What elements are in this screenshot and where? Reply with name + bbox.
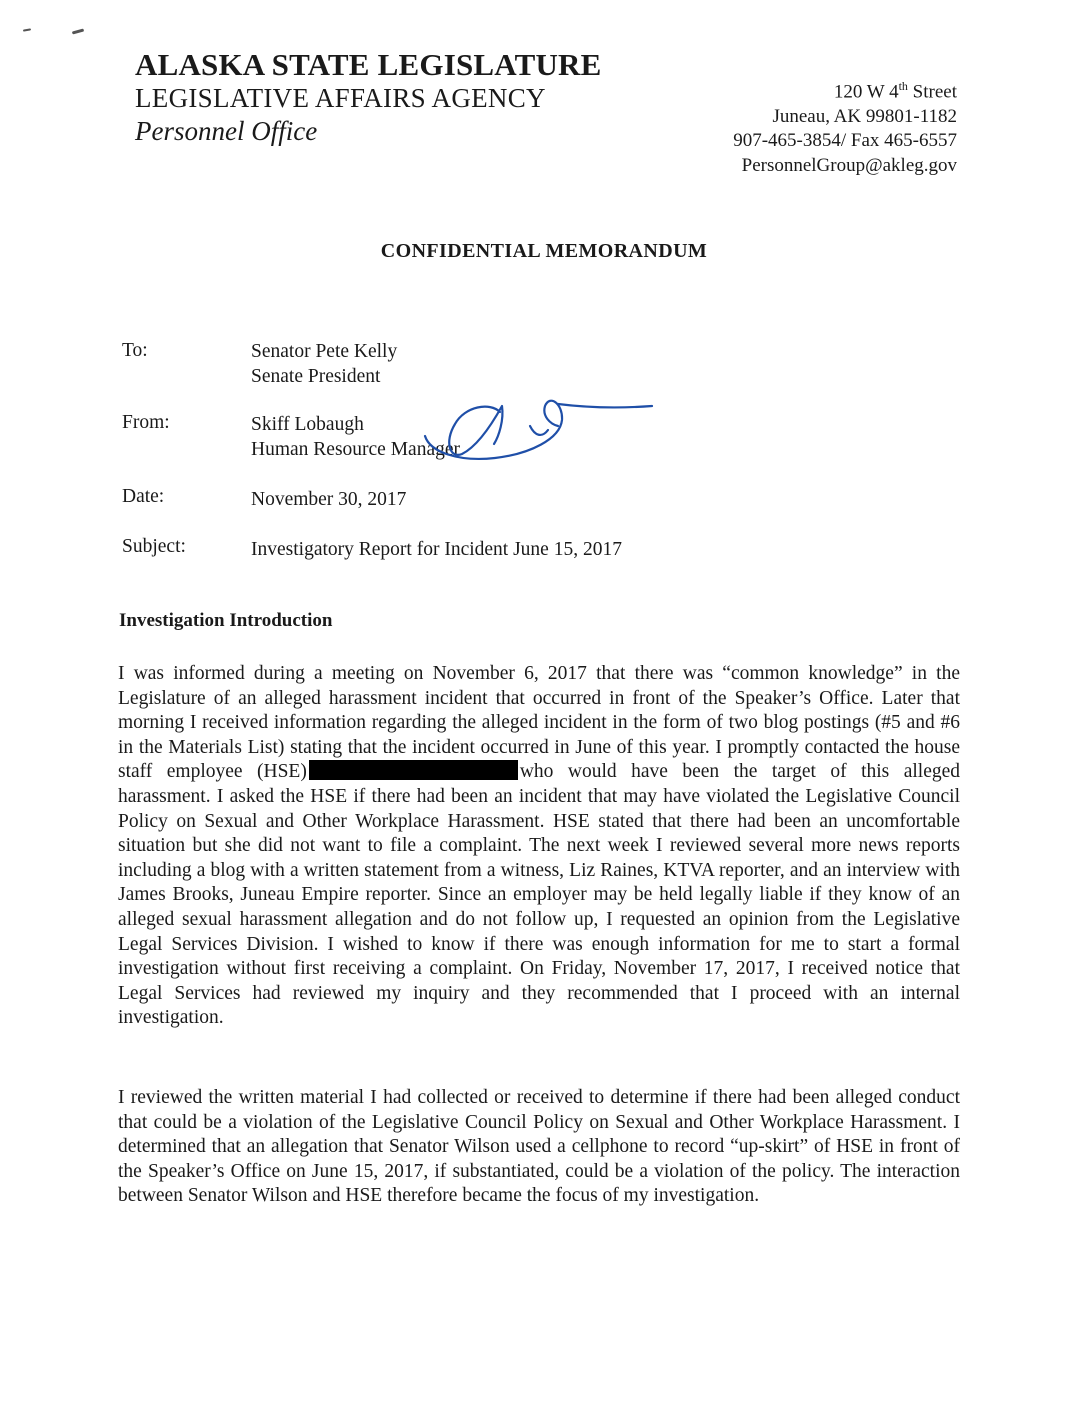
organization-name: ALASKA STATE LEGISLATURE <box>135 47 602 82</box>
section-heading: Investigation Introduction <box>119 610 333 631</box>
sender-title: Human Resource Manager <box>251 439 461 460</box>
email-address: PersonnelGroup@akleg.gov <box>741 154 957 176</box>
memo-title: CONFIDENTIAL MEMORANDUM <box>380 240 708 262</box>
phone-fax: 907-465-3854/ Fax 465-6557 <box>733 130 957 152</box>
redaction-box <box>309 760 518 780</box>
to-field <box>251 339 397 389</box>
city-state-zip: Juneau, AK 99801-1182 <box>772 105 957 127</box>
scan-artifact <box>72 28 84 34</box>
recipient-name: Senator Pete Kelly <box>251 341 398 362</box>
letterhead-address <box>733 74 957 178</box>
memo-subject: Investigatory Report for Incident June 15, 2017 <box>251 539 622 560</box>
agency-name: LEGISLATIVE AFFAIRS AGENCY <box>135 83 546 113</box>
paragraph-allegation: I reviewed the written material I had collected or received to determine if there had been alleged conduct that could be a violation of the Legislative Council Policy on Sexual and Other Workplace Harassment. I determined that an allegation that Senator Wilson used a cellphone to record “up-skirt” of HSE in front of the Speaker’s Office on June 15, 2017, if substantiated, could be a violation of the policy. The interaction between Senator Wilson and HSE therefore became the focus of my investigation. <box>118 1087 960 1207</box>
letterhead-left <box>135 48 602 148</box>
memo-date: November 30, 2017 <box>251 489 407 510</box>
handwritten-signature <box>400 384 660 474</box>
from-label: From: <box>122 412 170 433</box>
paragraph-introduction: I was informed during a meeting on November 6, 2017 that there was “common knowledge” in the Legislature of an alleged harassment incident that occurred in front of the Speaker’s Office. Later that morning I received information regarding the alleged incident in the form of two blog postings (#5 and #6 in the Materials List) stating that the incident occurred in June of this year. I promptly contacted the house staff employee (HSE) who would have been the target of this alleged harassment. I asked the HSE if there had been an incident that may have violated the Legislative Council Policy on Sexual and Other Workplace Harassment. HSE stated that there had been an uncomfortable situation but she did not want to file a complaint. The next week I reviewed several more news reports including a blog with a written statement from a witness, Liz Raines, KTVA reporter, and an interview with James Brooks, Juneau Empire reporter. Since an employer may be held legally liable if they know of an alleged sexual harassment allegation and do not follow up, I requested an opinion from the Legislative Legal Services Division. I wished to know if there was enough information for me to start a formal investigation without first receiving a complaint. On Friday, November 17, 2017, I received notice that Legal Services had reviewed my inquiry and they recommended that I proceed with an internal investigation. <box>118 663 960 1029</box>
sender-name: Skiff Lobaugh <box>251 414 364 435</box>
date-label: Date: <box>122 486 165 507</box>
office-name: Personnel Office <box>135 116 318 146</box>
street-address: 120 W 4th Street <box>833 79 957 103</box>
scan-artifact <box>23 28 31 31</box>
recipient-title: Senate President <box>251 366 381 387</box>
subject-label: Subject: <box>122 536 186 557</box>
to-label: To: <box>122 340 148 361</box>
